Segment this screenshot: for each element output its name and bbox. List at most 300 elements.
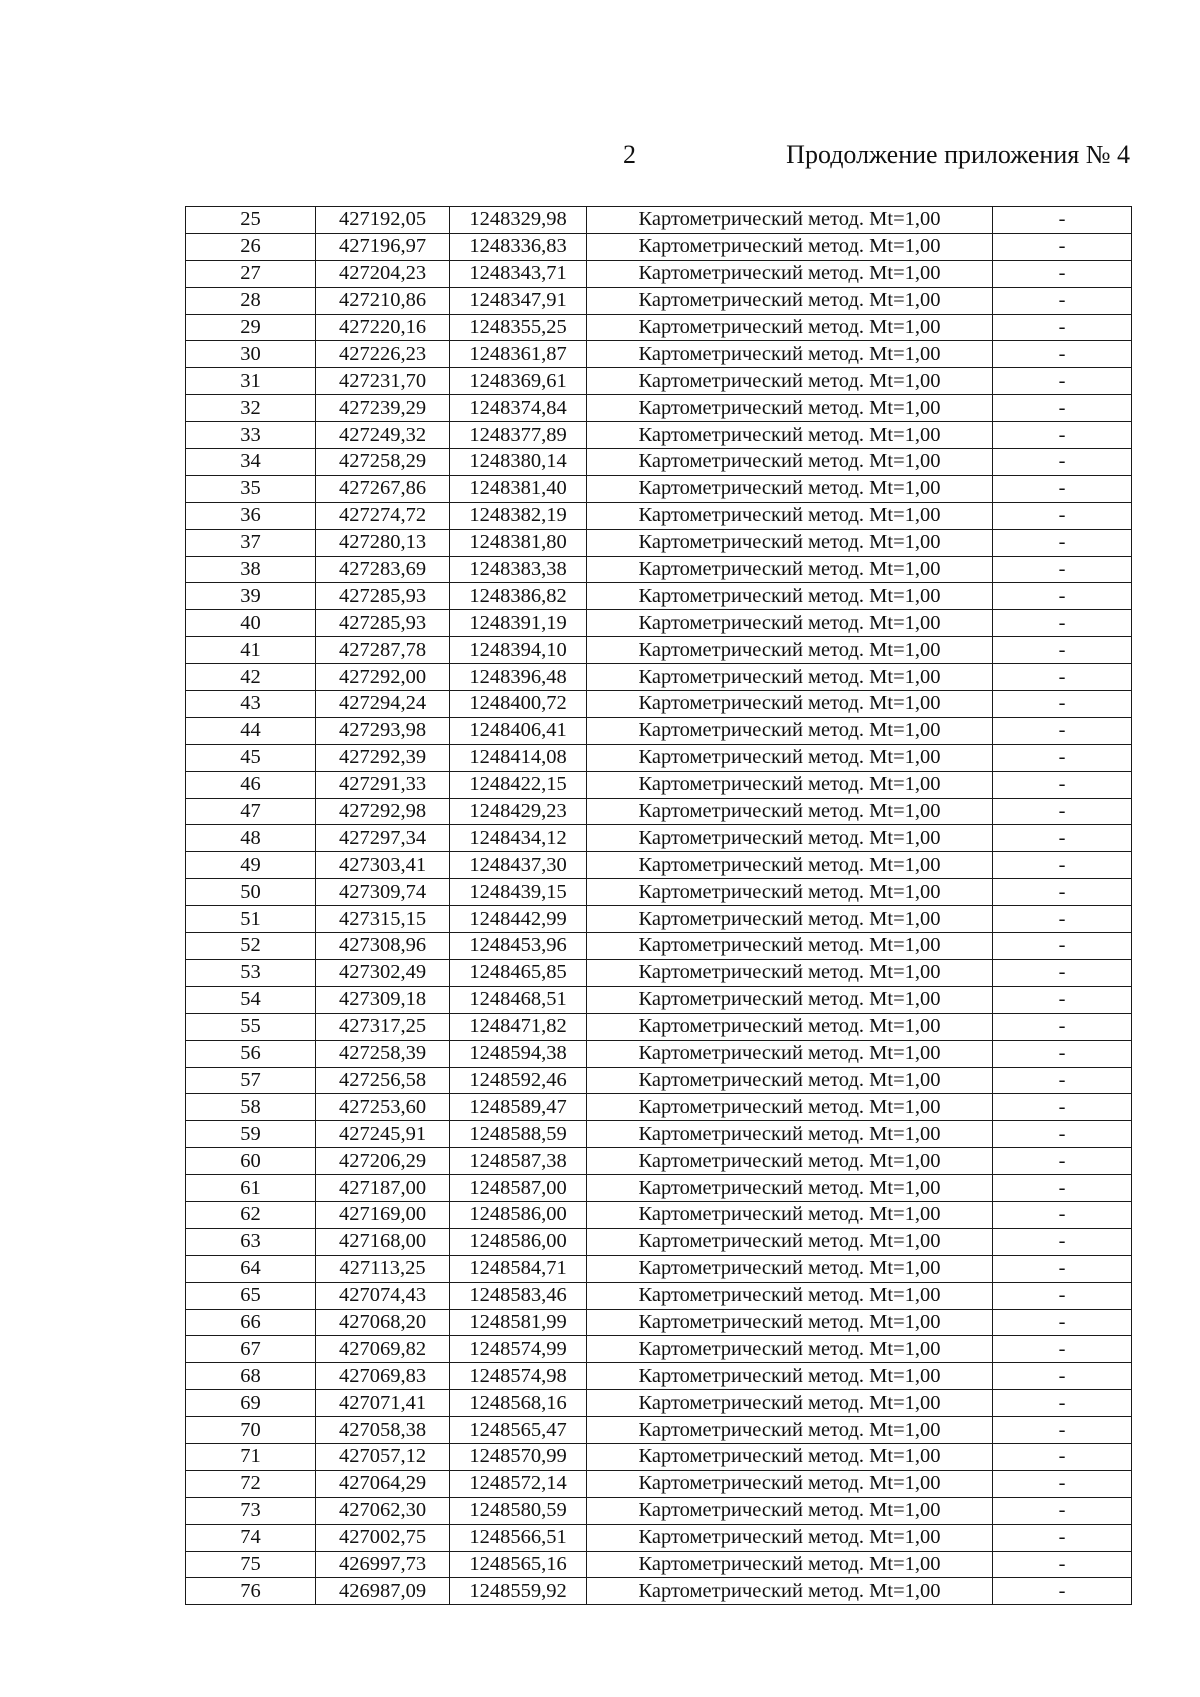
cell-point-number: 27 bbox=[186, 260, 316, 287]
cell-method: Картометрический метод. Mt=1,00 bbox=[587, 475, 993, 502]
table-row bbox=[186, 529, 1132, 556]
cell-y-coordinate: 1248586,00 bbox=[450, 1228, 587, 1255]
table-row bbox=[186, 986, 1132, 1013]
table-row bbox=[186, 1497, 1132, 1524]
cell-y-coordinate: 1248381,40 bbox=[450, 475, 587, 502]
cell-note: - bbox=[993, 1363, 1132, 1390]
cell-note: - bbox=[993, 1336, 1132, 1363]
cell-point-number: 44 bbox=[186, 717, 316, 744]
cell-y-coordinate: 1248439,15 bbox=[450, 879, 587, 906]
cell-method: Картометрический метод. Mt=1,00 bbox=[587, 906, 993, 933]
table-row bbox=[186, 1175, 1132, 1202]
table-row bbox=[186, 1309, 1132, 1336]
table-row bbox=[186, 610, 1132, 637]
cell-point-number: 36 bbox=[186, 502, 316, 529]
cell-method: Картометрический метод. Mt=1,00 bbox=[587, 287, 993, 314]
cell-x-coordinate: 427231,70 bbox=[316, 368, 450, 395]
cell-x-coordinate: 427274,72 bbox=[316, 502, 450, 529]
cell-note: - bbox=[993, 529, 1132, 556]
cell-point-number: 43 bbox=[186, 691, 316, 718]
cell-x-coordinate: 427292,00 bbox=[316, 664, 450, 691]
cell-method: Картометрический метод. Mt=1,00 bbox=[587, 798, 993, 825]
cell-note: - bbox=[993, 1470, 1132, 1497]
table-row bbox=[186, 1282, 1132, 1309]
cell-point-number: 58 bbox=[186, 1094, 316, 1121]
cell-note: - bbox=[993, 368, 1132, 395]
cell-y-coordinate: 1248587,38 bbox=[450, 1148, 587, 1175]
cell-note: - bbox=[993, 395, 1132, 422]
table-row bbox=[186, 287, 1132, 314]
table-row bbox=[186, 1067, 1132, 1094]
cell-note: - bbox=[993, 583, 1132, 610]
cell-x-coordinate: 427196,97 bbox=[316, 233, 450, 260]
cell-x-coordinate: 427280,13 bbox=[316, 529, 450, 556]
cell-x-coordinate: 427068,20 bbox=[316, 1309, 450, 1336]
cell-method: Картометрический метод. Mt=1,00 bbox=[587, 1470, 993, 1497]
cell-point-number: 42 bbox=[186, 664, 316, 691]
cell-y-coordinate: 1248382,19 bbox=[450, 502, 587, 529]
table-row bbox=[186, 717, 1132, 744]
cell-method: Картометрический метод. Mt=1,00 bbox=[587, 1497, 993, 1524]
cell-method: Картометрический метод. Mt=1,00 bbox=[587, 610, 993, 637]
table-row bbox=[186, 1201, 1132, 1228]
cell-method: Картометрический метод. Mt=1,00 bbox=[587, 1148, 993, 1175]
cell-x-coordinate: 427303,41 bbox=[316, 852, 450, 879]
table-row bbox=[186, 825, 1132, 852]
table-row bbox=[186, 207, 1132, 234]
cell-y-coordinate: 1248453,96 bbox=[450, 933, 587, 960]
cell-point-number: 46 bbox=[186, 771, 316, 798]
cell-point-number: 72 bbox=[186, 1470, 316, 1497]
cell-x-coordinate: 427249,32 bbox=[316, 422, 450, 449]
cell-note: - bbox=[993, 852, 1132, 879]
cell-y-coordinate: 1248588,59 bbox=[450, 1121, 587, 1148]
cell-x-coordinate: 427113,25 bbox=[316, 1255, 450, 1282]
cell-x-coordinate: 427317,25 bbox=[316, 1013, 450, 1040]
cell-method: Картометрический метод. Mt=1,00 bbox=[587, 260, 993, 287]
cell-note: - bbox=[993, 744, 1132, 771]
cell-x-coordinate: 427302,49 bbox=[316, 959, 450, 986]
table-row bbox=[186, 1121, 1132, 1148]
cell-note: - bbox=[993, 1175, 1132, 1202]
cell-note: - bbox=[993, 1040, 1132, 1067]
table-row bbox=[186, 475, 1132, 502]
table-row bbox=[186, 906, 1132, 933]
cell-x-coordinate: 427315,15 bbox=[316, 906, 450, 933]
cell-y-coordinate: 1248587,00 bbox=[450, 1175, 587, 1202]
cell-method: Картометрический метод. Mt=1,00 bbox=[587, 771, 993, 798]
cell-method: Картометрический метод. Mt=1,00 bbox=[587, 1524, 993, 1551]
cell-method: Картометрический метод. Mt=1,00 bbox=[587, 959, 993, 986]
cell-point-number: 40 bbox=[186, 610, 316, 637]
cell-y-coordinate: 1248422,15 bbox=[450, 771, 587, 798]
table-row bbox=[186, 933, 1132, 960]
table-row bbox=[186, 1524, 1132, 1551]
table-row bbox=[186, 852, 1132, 879]
cell-x-coordinate: 427292,39 bbox=[316, 744, 450, 771]
cell-y-coordinate: 1248343,71 bbox=[450, 260, 587, 287]
cell-method: Картометрический метод. Mt=1,00 bbox=[587, 879, 993, 906]
table-row bbox=[186, 449, 1132, 476]
cell-note: - bbox=[993, 475, 1132, 502]
cell-y-coordinate: 1248583,46 bbox=[450, 1282, 587, 1309]
cell-y-coordinate: 1248468,51 bbox=[450, 986, 587, 1013]
cell-note: - bbox=[993, 610, 1132, 637]
cell-x-coordinate: 427169,00 bbox=[316, 1201, 450, 1228]
cell-note: - bbox=[993, 341, 1132, 368]
cell-y-coordinate: 1248406,41 bbox=[450, 717, 587, 744]
table-row bbox=[186, 744, 1132, 771]
cell-y-coordinate: 1248570,99 bbox=[450, 1443, 587, 1470]
cell-note: - bbox=[993, 1067, 1132, 1094]
cell-point-number: 57 bbox=[186, 1067, 316, 1094]
cell-method: Картометрический метод. Mt=1,00 bbox=[587, 825, 993, 852]
cell-x-coordinate: 427283,69 bbox=[316, 556, 450, 583]
cell-y-coordinate: 1248442,99 bbox=[450, 906, 587, 933]
table-row bbox=[186, 664, 1132, 691]
cell-method: Картометрический метод. Mt=1,00 bbox=[587, 583, 993, 610]
cell-method: Картометрический метод. Mt=1,00 bbox=[587, 1551, 993, 1578]
cell-y-coordinate: 1248374,84 bbox=[450, 395, 587, 422]
table-row bbox=[186, 1255, 1132, 1282]
table-row bbox=[186, 1094, 1132, 1121]
cell-y-coordinate: 1248437,30 bbox=[450, 852, 587, 879]
cell-point-number: 53 bbox=[186, 959, 316, 986]
cell-method: Картометрический метод. Mt=1,00 bbox=[587, 449, 993, 476]
cell-note: - bbox=[993, 1309, 1132, 1336]
cell-x-coordinate: 427297,34 bbox=[316, 825, 450, 852]
table-row bbox=[186, 1470, 1132, 1497]
cell-point-number: 75 bbox=[186, 1551, 316, 1578]
table-row bbox=[186, 879, 1132, 906]
cell-y-coordinate: 1248566,51 bbox=[450, 1524, 587, 1551]
cell-method: Картометрический метод. Mt=1,00 bbox=[587, 341, 993, 368]
cell-point-number: 64 bbox=[186, 1255, 316, 1282]
table-row bbox=[186, 583, 1132, 610]
cell-y-coordinate: 1248329,98 bbox=[450, 207, 587, 234]
cell-note: - bbox=[993, 1121, 1132, 1148]
cell-y-coordinate: 1248594,38 bbox=[450, 1040, 587, 1067]
cell-note: - bbox=[993, 1551, 1132, 1578]
cell-note: - bbox=[993, 233, 1132, 260]
cell-x-coordinate: 427192,05 bbox=[316, 207, 450, 234]
cell-note: - bbox=[993, 664, 1132, 691]
cell-note: - bbox=[993, 1390, 1132, 1417]
cell-y-coordinate: 1248355,25 bbox=[450, 314, 587, 341]
cell-method: Картометрический метод. Mt=1,00 bbox=[587, 1013, 993, 1040]
cell-method: Картометрический метод. Mt=1,00 bbox=[587, 368, 993, 395]
cell-x-coordinate: 427058,38 bbox=[316, 1417, 450, 1444]
cell-x-coordinate: 427294,24 bbox=[316, 691, 450, 718]
cell-method: Картометрический метод. Mt=1,00 bbox=[587, 744, 993, 771]
cell-x-coordinate: 426997,73 bbox=[316, 1551, 450, 1578]
cell-method: Картометрический метод. Mt=1,00 bbox=[587, 1309, 993, 1336]
cell-note: - bbox=[993, 1417, 1132, 1444]
cell-point-number: 47 bbox=[186, 798, 316, 825]
cell-point-number: 68 bbox=[186, 1363, 316, 1390]
cell-point-number: 28 bbox=[186, 287, 316, 314]
cell-point-number: 59 bbox=[186, 1121, 316, 1148]
cell-x-coordinate: 427293,98 bbox=[316, 717, 450, 744]
cell-point-number: 76 bbox=[186, 1578, 316, 1605]
table-row bbox=[186, 1336, 1132, 1363]
table-row bbox=[186, 1443, 1132, 1470]
cell-x-coordinate: 427074,43 bbox=[316, 1282, 450, 1309]
cell-method: Картометрический метод. Mt=1,00 bbox=[587, 717, 993, 744]
cell-method: Картометрический метод. Mt=1,00 bbox=[587, 1121, 993, 1148]
cell-x-coordinate: 427256,58 bbox=[316, 1067, 450, 1094]
cell-method: Картометрический метод. Mt=1,00 bbox=[587, 207, 993, 234]
cell-method: Картометрический метод. Mt=1,00 bbox=[587, 1282, 993, 1309]
cell-method: Картометрический метод. Mt=1,00 bbox=[587, 986, 993, 1013]
cell-x-coordinate: 427309,74 bbox=[316, 879, 450, 906]
cell-y-coordinate: 1248400,72 bbox=[450, 691, 587, 718]
cell-x-coordinate: 427064,29 bbox=[316, 1470, 450, 1497]
table-row bbox=[186, 798, 1132, 825]
table-row bbox=[186, 556, 1132, 583]
cell-y-coordinate: 1248347,91 bbox=[450, 287, 587, 314]
cell-note: - bbox=[993, 933, 1132, 960]
cell-note: - bbox=[993, 260, 1132, 287]
cell-note: - bbox=[993, 314, 1132, 341]
cell-y-coordinate: 1248377,89 bbox=[450, 422, 587, 449]
table-row bbox=[186, 1417, 1132, 1444]
cell-point-number: 74 bbox=[186, 1524, 316, 1551]
cell-point-number: 30 bbox=[186, 341, 316, 368]
cell-x-coordinate: 427220,16 bbox=[316, 314, 450, 341]
cell-y-coordinate: 1248361,87 bbox=[450, 341, 587, 368]
cell-x-coordinate: 427062,30 bbox=[316, 1497, 450, 1524]
cell-note: - bbox=[993, 1094, 1132, 1121]
cell-point-number: 70 bbox=[186, 1417, 316, 1444]
cell-point-number: 71 bbox=[186, 1443, 316, 1470]
cell-note: - bbox=[993, 1443, 1132, 1470]
cell-y-coordinate: 1248574,98 bbox=[450, 1363, 587, 1390]
cell-y-coordinate: 1248584,71 bbox=[450, 1255, 587, 1282]
cell-point-number: 39 bbox=[186, 583, 316, 610]
cell-method: Картометрический метод. Mt=1,00 bbox=[587, 502, 993, 529]
cell-method: Картометрический метод. Mt=1,00 bbox=[587, 395, 993, 422]
cell-note: - bbox=[993, 422, 1132, 449]
cell-y-coordinate: 1248394,10 bbox=[450, 637, 587, 664]
cell-x-coordinate: 427206,29 bbox=[316, 1148, 450, 1175]
cell-y-coordinate: 1248336,83 bbox=[450, 233, 587, 260]
cell-x-coordinate: 427309,18 bbox=[316, 986, 450, 1013]
cell-note: - bbox=[993, 906, 1132, 933]
cell-note: - bbox=[993, 691, 1132, 718]
cell-x-coordinate: 427245,91 bbox=[316, 1121, 450, 1148]
cell-method: Картометрический метод. Mt=1,00 bbox=[587, 664, 993, 691]
table-row bbox=[186, 260, 1132, 287]
cell-note: - bbox=[993, 1013, 1132, 1040]
cell-x-coordinate: 427002,75 bbox=[316, 1524, 450, 1551]
cell-y-coordinate: 1248396,48 bbox=[450, 664, 587, 691]
cell-y-coordinate: 1248565,47 bbox=[450, 1417, 587, 1444]
cell-note: - bbox=[993, 1578, 1132, 1605]
cell-y-coordinate: 1248589,47 bbox=[450, 1094, 587, 1121]
cell-y-coordinate: 1248381,80 bbox=[450, 529, 587, 556]
cell-y-coordinate: 1248471,82 bbox=[450, 1013, 587, 1040]
cell-note: - bbox=[993, 637, 1132, 664]
cell-method: Картометрический метод. Mt=1,00 bbox=[587, 529, 993, 556]
cell-y-coordinate: 1248581,99 bbox=[450, 1309, 587, 1336]
cell-note: - bbox=[993, 825, 1132, 852]
cell-point-number: 33 bbox=[186, 422, 316, 449]
cell-method: Картометрический метод. Mt=1,00 bbox=[587, 556, 993, 583]
cell-note: - bbox=[993, 1255, 1132, 1282]
cell-x-coordinate: 427226,23 bbox=[316, 341, 450, 368]
cell-x-coordinate: 427057,12 bbox=[316, 1443, 450, 1470]
table-row bbox=[186, 771, 1132, 798]
cell-y-coordinate: 1248559,92 bbox=[450, 1578, 587, 1605]
cell-point-number: 55 bbox=[186, 1013, 316, 1040]
cell-note: - bbox=[993, 1201, 1132, 1228]
cell-method: Картометрический метод. Mt=1,00 bbox=[587, 314, 993, 341]
table-row bbox=[186, 1363, 1132, 1390]
table-row bbox=[186, 1040, 1132, 1067]
table-row bbox=[186, 691, 1132, 718]
cell-point-number: 49 bbox=[186, 852, 316, 879]
cell-point-number: 63 bbox=[186, 1228, 316, 1255]
cell-note: - bbox=[993, 986, 1132, 1013]
cell-y-coordinate: 1248391,19 bbox=[450, 610, 587, 637]
cell-x-coordinate: 427258,39 bbox=[316, 1040, 450, 1067]
cell-y-coordinate: 1248586,00 bbox=[450, 1201, 587, 1228]
table-row bbox=[186, 1148, 1132, 1175]
table-row bbox=[186, 422, 1132, 449]
cell-x-coordinate: 427267,86 bbox=[316, 475, 450, 502]
table-row bbox=[186, 395, 1132, 422]
table-row bbox=[186, 959, 1132, 986]
cell-point-number: 52 bbox=[186, 933, 316, 960]
cell-method: Картометрический метод. Mt=1,00 bbox=[587, 1417, 993, 1444]
page-number: 2 bbox=[623, 140, 636, 169]
cell-x-coordinate: 427210,86 bbox=[316, 287, 450, 314]
cell-point-number: 26 bbox=[186, 233, 316, 260]
cell-point-number: 66 bbox=[186, 1309, 316, 1336]
cell-y-coordinate: 1248572,14 bbox=[450, 1470, 587, 1497]
cell-point-number: 56 bbox=[186, 1040, 316, 1067]
cell-method: Картометрический метод. Mt=1,00 bbox=[587, 1578, 993, 1605]
cell-point-number: 34 bbox=[186, 449, 316, 476]
cell-y-coordinate: 1248568,16 bbox=[450, 1390, 587, 1417]
cell-y-coordinate: 1248380,14 bbox=[450, 449, 587, 476]
cell-x-coordinate: 427292,98 bbox=[316, 798, 450, 825]
cell-x-coordinate: 427187,00 bbox=[316, 1175, 450, 1202]
cell-note: - bbox=[993, 717, 1132, 744]
cell-y-coordinate: 1248565,16 bbox=[450, 1551, 587, 1578]
cell-note: - bbox=[993, 1148, 1132, 1175]
table-body bbox=[186, 207, 1132, 1605]
cell-note: - bbox=[993, 1524, 1132, 1551]
cell-point-number: 25 bbox=[186, 207, 316, 234]
cell-y-coordinate: 1248383,38 bbox=[450, 556, 587, 583]
cell-method: Картометрический метод. Mt=1,00 bbox=[587, 1228, 993, 1255]
cell-x-coordinate: 427258,29 bbox=[316, 449, 450, 476]
cell-note: - bbox=[993, 287, 1132, 314]
cell-y-coordinate: 1248574,99 bbox=[450, 1336, 587, 1363]
cell-point-number: 62 bbox=[186, 1201, 316, 1228]
cell-point-number: 51 bbox=[186, 906, 316, 933]
table-row bbox=[186, 1578, 1132, 1605]
table-row bbox=[186, 341, 1132, 368]
cell-method: Картометрический метод. Mt=1,00 bbox=[587, 933, 993, 960]
cell-method: Картометрический метод. Mt=1,00 bbox=[587, 422, 993, 449]
cell-point-number: 29 bbox=[186, 314, 316, 341]
cell-point-number: 60 bbox=[186, 1148, 316, 1175]
cell-method: Картометрический метод. Mt=1,00 bbox=[587, 1175, 993, 1202]
table-row bbox=[186, 314, 1132, 341]
cell-x-coordinate: 427069,83 bbox=[316, 1363, 450, 1390]
cell-method: Картометрический метод. Mt=1,00 bbox=[587, 1390, 993, 1417]
cell-point-number: 73 bbox=[186, 1497, 316, 1524]
cell-point-number: 32 bbox=[186, 395, 316, 422]
table-row bbox=[186, 1390, 1132, 1417]
cell-note: - bbox=[993, 1228, 1132, 1255]
table-row bbox=[186, 1228, 1132, 1255]
cell-note: - bbox=[993, 449, 1132, 476]
cell-note: - bbox=[993, 879, 1132, 906]
cell-y-coordinate: 1248580,59 bbox=[450, 1497, 587, 1524]
cell-note: - bbox=[993, 771, 1132, 798]
cell-x-coordinate: 427308,96 bbox=[316, 933, 450, 960]
table-row bbox=[186, 1013, 1132, 1040]
cell-method: Картометрический метод. Mt=1,00 bbox=[587, 1336, 993, 1363]
cell-note: - bbox=[993, 207, 1132, 234]
cell-y-coordinate: 1248386,82 bbox=[450, 583, 587, 610]
cell-y-coordinate: 1248465,85 bbox=[450, 959, 587, 986]
cell-note: - bbox=[993, 1497, 1132, 1524]
table-row bbox=[186, 637, 1132, 664]
table-row bbox=[186, 233, 1132, 260]
cell-method: Картометрический метод. Mt=1,00 bbox=[587, 1255, 993, 1282]
cell-x-coordinate: 427291,33 bbox=[316, 771, 450, 798]
cell-y-coordinate: 1248414,08 bbox=[450, 744, 587, 771]
table-row bbox=[186, 368, 1132, 395]
cell-y-coordinate: 1248369,61 bbox=[450, 368, 587, 395]
cell-x-coordinate: 427069,82 bbox=[316, 1336, 450, 1363]
cell-x-coordinate: 427239,29 bbox=[316, 395, 450, 422]
cell-y-coordinate: 1248592,46 bbox=[450, 1067, 587, 1094]
cell-method: Картометрический метод. Mt=1,00 bbox=[587, 1067, 993, 1094]
cell-method: Картометрический метод. Mt=1,00 bbox=[587, 637, 993, 664]
cell-method: Картометрический метод. Mt=1,00 bbox=[587, 1040, 993, 1067]
cell-point-number: 69 bbox=[186, 1390, 316, 1417]
cell-note: - bbox=[993, 959, 1132, 986]
page-header-title: Продолжение приложения № 4 bbox=[786, 140, 1130, 169]
cell-method: Картометрический метод. Mt=1,00 bbox=[587, 233, 993, 260]
cell-x-coordinate: 427204,23 bbox=[316, 260, 450, 287]
cell-x-coordinate: 426987,09 bbox=[316, 1578, 450, 1605]
cell-method: Картометрический метод. Mt=1,00 bbox=[587, 1443, 993, 1470]
cell-note: - bbox=[993, 798, 1132, 825]
cell-x-coordinate: 427287,78 bbox=[316, 637, 450, 664]
cell-point-number: 61 bbox=[186, 1175, 316, 1202]
cell-x-coordinate: 427285,93 bbox=[316, 583, 450, 610]
cell-x-coordinate: 427071,41 bbox=[316, 1390, 450, 1417]
table-row bbox=[186, 502, 1132, 529]
cell-x-coordinate: 427168,00 bbox=[316, 1228, 450, 1255]
cell-method: Картометрический метод. Mt=1,00 bbox=[587, 1363, 993, 1390]
cell-point-number: 48 bbox=[186, 825, 316, 852]
cell-note: - bbox=[993, 502, 1132, 529]
cell-note: - bbox=[993, 1282, 1132, 1309]
table-row bbox=[186, 1551, 1132, 1578]
cell-point-number: 50 bbox=[186, 879, 316, 906]
cell-x-coordinate: 427285,93 bbox=[316, 610, 450, 637]
cell-point-number: 37 bbox=[186, 529, 316, 556]
cell-method: Картометрический метод. Mt=1,00 bbox=[587, 1094, 993, 1121]
